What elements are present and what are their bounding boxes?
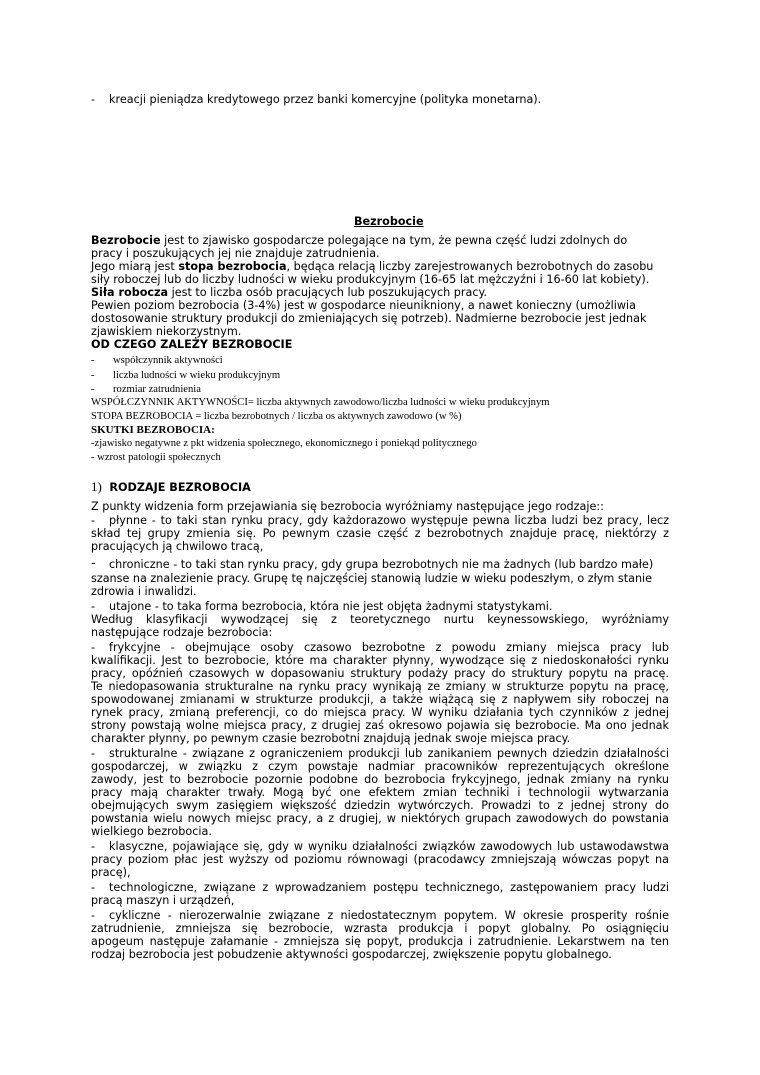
structural-dash: - [91, 747, 96, 760]
cyclical-line-4: rodzaj bezrobocia jest pobudzenie aktywności gospodarczej, zwiększenie popytu globalnego. [91, 948, 612, 961]
hidden-dash: - [91, 600, 96, 613]
depends-dash-1: - [91, 355, 95, 366]
formula-activity: WSPÓŁCZYNNIK AKTYWNOŚCI= liczba aktywnych zawodowo/liczba ludności w wieku produkcyjnym [91, 397, 550, 408]
intro-bullet-text: kreacji pieniądza kredytowego przez banki komercyjne (polityka monetarna). [109, 93, 542, 106]
depends-item-3: rozmiar zatrudnienia [113, 384, 201, 395]
definition-line-6: Pewien poziom bezrobocia (3-4%) jest w gospodarce nieunikniony, a nawet konieczny (umożliwia [91, 299, 636, 312]
classical-dash: - [91, 840, 96, 853]
depends-dash-2: - [91, 370, 95, 381]
term-stopa-bezrobocia: stopa bezrobocia [178, 260, 287, 273]
frictional-line-5: spowodowanej zmianami w strukturze produkcji, a także wiążącą się z napływem siły roboczej na [91, 693, 669, 706]
definition-line-7: dostosowanie struktury produkcji do zmieniających się potrzeb). Nadmierne bezrobocie jest jednak [91, 312, 647, 325]
classical-line-1: klasyczne, pojawiające się, gdy w wyniku działalności związków zawodowych lub ustawodawstwa [109, 840, 669, 853]
fluid-line-2: skład tej grupy zmienia się. Po pewnym czasie część z bezrobotnych znajduje pracę, niektórzy z [91, 527, 669, 540]
definition-line-3 [91, 260, 653, 273]
frictional-line-3: pracy, opóźnień czasowych w dopasowaniu struktury podaży pracy do struktury popytu na pracę. [91, 667, 669, 680]
frictional-dash: - [91, 641, 96, 654]
types-heading-row [91, 480, 251, 494]
definition-text-1: jest to zjawisko gospodarcze polegające na tym, że pewna część ludzi zdolnych do [160, 234, 628, 247]
depends-item-1: współczynnik aktywności [113, 355, 223, 366]
cyclical-line-1: cykliczne - nierozerwalnie związane z niedostatecznym popytem. W okresie prosperity rośnie [109, 909, 669, 922]
fluid-line-1: płynne - to taki stan rynku pracy, gdy każdorazowo występuje pewna liczba ludzi bez pracy, lecz [109, 514, 669, 527]
chronic-line-3: zdrowia i inwalidzi. [91, 585, 197, 598]
chronic-line-1: chroniczne - to taki stan rynku pracy, gdy grupa bezrobotnych nie ma żadnych (lub bardzo małe) [109, 558, 654, 571]
intro-bullet-dash: - [91, 93, 96, 106]
structural-line-1: strukturalne - związane z ograniczeniem produkcji lub zanikaniem pewnych dziedzin działalności [109, 747, 669, 760]
chronic-line-2: szanse na znalezienie pracy. Grupę tę najczęściej stanowią ludzie w wieku podeszłym, o złym stanie [91, 572, 653, 585]
chronic-dash: - [91, 556, 96, 571]
effects-item-1: -zjawisko negatywne z pkt widzenia społecznego, ekonomicznego i poniekąd politycznego [91, 438, 477, 449]
frictional-line-4: Te niedopasowania strukturalne na rynku pracy wynikają ze zmiany w strukturze popytu na pracę, [91, 680, 669, 693]
definition-line-2: pracy i poszukujących jej nie znajduje zatrudnienia. [91, 247, 380, 260]
depends-dash-3: - [91, 384, 95, 395]
keynes-line-2: następujące rodzaje bezrobocia: [91, 626, 273, 639]
labor-text: jest to liczba osób pracujących lub poszukujących pracy. [168, 286, 488, 299]
formula-unemployment-rate: STOPA BEZROBOCIA = liczba bezrobotnych / liczba os aktywnych zawodowo (w %) [91, 411, 462, 422]
depends-item-2: liczba ludności w wieku produkcyjnym [113, 370, 281, 381]
types-number: 1) [91, 479, 102, 494]
definition-line-8: zjawiskiem niekorzystnym. [91, 325, 242, 338]
cyclical-line-2: zatrudnienie, zmniejsza się bezrobocie, wzrasta produkcja i popyt globalny. Po osiągnięciu [91, 922, 669, 935]
term-bezrobocie: Bezrobocie [91, 234, 161, 247]
section-title: Bezrobocie [354, 215, 424, 228]
effects-heading: SKUTKI BEZROBOCIA: [91, 424, 215, 436]
definition-line-4: siły roboczej lub do liczby ludności w wieku produkcyjnym (16-65 lat mężczyźni i 16-60 lat kobiety). [91, 273, 650, 286]
structural-line-3: zawody, jest to bezrobocie pozornie podobne do bezrobocia frykcyjnego, jednak zmiany na rynku [91, 773, 669, 786]
effects-item-2: - wzrost patologii społecznych [91, 452, 221, 463]
frictional-line-2: kwalifikacji. Jest to bezrobocie, które ma charakter płynny, wywodzące się z niedoskonałości rynku [91, 654, 669, 667]
measure-post: , będąca relacją liczby zarejestrowanych bezrobotnych do zasobu [286, 260, 654, 273]
structural-line-7: wielkiego bezrobocia. [91, 825, 212, 838]
cyclical-dash: - [91, 909, 96, 922]
structural-line-2: gospodarczej, w związku z czym powstaje nadmiar pracowników reprezentujących określone [91, 760, 669, 773]
structural-line-4: pracy mają charakter trwały. Mogą być one efektem zmian techniki i technologii wytwarzania [91, 786, 669, 799]
structural-line-5: obejmujących swym zasięgiem większość dziedzin wytwórczych. Prowadzi to z jednej strony do [91, 799, 669, 812]
keynes-line-1: Według klasyfikacji wywodzącej się z teoretycznego nurtu keynessowskiego, wyróżniamy [91, 613, 669, 626]
frictional-line-6: rynek pracy, zmianą preferencji, co do miejsca pracy. W wyniku działania tych czynników z jednej [91, 706, 669, 719]
fluid-dash: - [91, 514, 96, 527]
types-intro: Z punkty widzenia form przejawiania się bezrobocia wyróżniamy następujące jego rodzaje:: [91, 500, 604, 513]
frictional-line-1: frykcyjne - obejmujące osoby czasowo bezrobotne z powodu zmiany miejsca pracy lub [109, 641, 669, 654]
types-heading: RODZAJE BEZROBOCIA [109, 481, 251, 494]
technological-line-1: technologiczne, związane z wprowadzaniem postępu technicznego, zastępowaniem pracy ludzi [109, 881, 669, 894]
technological-dash: - [91, 881, 96, 894]
frictional-line-7: strony powstają wolne miejsca pracy, z drugiej zaś okresowo pojawia się bezrobocie. Ma ono jednak [91, 719, 669, 732]
definition-line-5 [91, 286, 487, 299]
measure-pre: Jego miarą jest [91, 260, 179, 273]
definition-line-1 [91, 234, 627, 247]
depends-heading: OD CZEGO ZALEŻY BEZROBOCIE [91, 338, 293, 351]
technological-line-2: pracą maszyn i urządzeń, [91, 894, 235, 907]
classical-line-2: pracy poziom płac jest wyższy od poziomu równowagi (pracodawcy zmniejszają wówczas popyt na [91, 853, 669, 866]
fluid-line-3: pracujących ją chwilowo tracą, [91, 540, 264, 553]
structural-line-6: powstania wielu nowych miejsc pracy, a z drugiej, w niektórych grupach zawodowych do powstania [91, 812, 669, 825]
hidden-line: utajone - to taka forma bezrobocia, która nie jest objęta żadnymi statystykami. [109, 600, 553, 613]
classical-line-3: pracę), [91, 866, 131, 879]
term-sila-robocza: Siła robocza [91, 286, 169, 299]
frictional-line-8: charakter płynny, po pewnym czasie bezrobotni znajdują jednak swoje miejsca pracy. [91, 732, 571, 745]
cyclical-line-3: apogeum następuje załamanie - zmniejsza się popyt, produkcja i zatrudnienie. Lekarstwem na ten [91, 935, 669, 948]
